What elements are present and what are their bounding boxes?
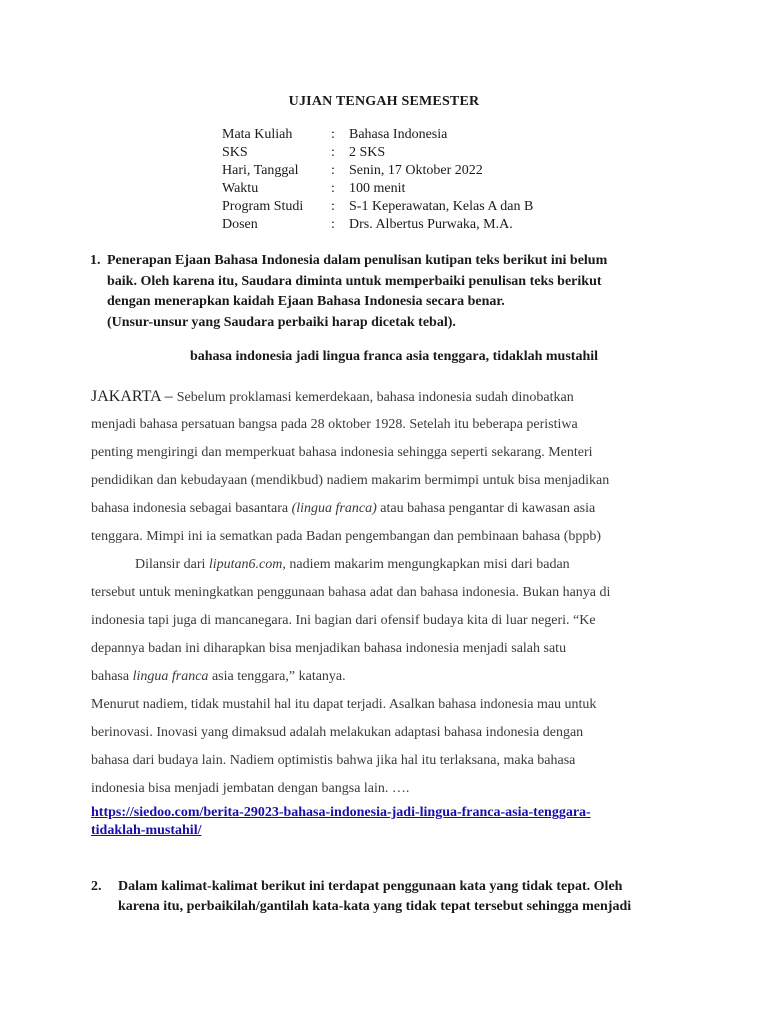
- info-colon: :: [331, 127, 335, 142]
- info-label: SKS: [222, 145, 248, 161]
- article-line: tersebut untuk meningkatkan penggunaan bahasa adat dan bahasa indonesia. Bukan hanya di: [91, 585, 611, 600]
- info-colon: :: [331, 181, 335, 197]
- info-label: Program Studi: [222, 199, 304, 215]
- article-line: berinovasi. Inovasi yang dimaksud adalah melakukan adaptasi bahasa indonesia dengan: [91, 725, 584, 740]
- article-line: menjadi bahasa persatuan bangsa pada 28 oktober 1928. Setelah itu beberapa peristiwa: [91, 417, 578, 432]
- info-colon: :: [331, 217, 335, 233]
- article-line: indonesia tapi juga di mancanegara. Ini bagian dari ofensif budaya kita di luar negeri. “Ke: [91, 613, 596, 628]
- article-line: [91, 663, 681, 691]
- article-line: penting mengiringi dan memperkuat bahasa indonesia sehingga seperti sekarang. Menteri: [91, 445, 593, 460]
- question-line: baik. Oleh karena itu, Saudara diminta untuk memperbaiki penulisan teks berikut: [107, 273, 602, 289]
- italic-term: (lingua franca): [291, 501, 377, 516]
- dateline: JAKARTA: [91, 388, 161, 405]
- info-value: 100 menit: [349, 181, 406, 197]
- source-link[interactable]: [91, 804, 671, 840]
- info-label: Mata Kuliah: [222, 127, 293, 142]
- article-line: indonesia bisa menjadi jembatan dengan bangsa lain. ….: [91, 781, 410, 796]
- article-line: Menurut nadiem, tidak mustahil hal itu dapat terjadi. Asalkan bahasa indonesia mau untuk: [91, 697, 597, 712]
- info-label: Dosen: [222, 217, 258, 233]
- article-text: asia tenggara,” katanya.: [208, 669, 346, 684]
- question-number: 2.: [91, 879, 102, 894]
- dateline-dash: –: [160, 388, 177, 405]
- question-line: karena itu, perbaikilah/gantilah kata-kata yang tidak tepat tersebut sehingga menjadi: [118, 899, 632, 914]
- article-line: [91, 383, 681, 411]
- info-colon: :: [331, 163, 335, 179]
- article-line: bahasa dari budaya lain. Nadiem optimistis bahwa jika hal itu terlaksana, maka bahasa: [91, 753, 576, 768]
- source-link-line[interactable]: https://siedoo.com/berita-29023-bahasa-indonesia-jadi-lingua-franca-asia-tenggara-: [91, 805, 591, 820]
- question-line: dengan menerapkan kaidah Ejaan Bahasa Indonesia secara benar.: [107, 294, 505, 309]
- article-body: [91, 383, 681, 803]
- question-line: Penerapan Ejaan Bahasa Indonesia dalam penulisan kutipan teks berikut ini belum: [107, 253, 608, 268]
- info-label: Waktu: [222, 181, 259, 197]
- article-text: Dilansir dari: [135, 557, 209, 572]
- question-number: 1.: [90, 253, 101, 268]
- info-value: S-1 Keperawatan, Kelas A dan B: [349, 199, 534, 215]
- info-value: Drs. Albertus Purwaka, M.A.: [349, 217, 513, 233]
- info-colon: :: [331, 145, 335, 161]
- italic-term: lingua franca: [132, 669, 209, 684]
- article-line: depannya badan ini diharapkan bisa menjadikan bahasa indonesia menjadi salah satu: [91, 641, 567, 656]
- article-text: nadiem makarim mengungkapkan misi dari badan: [285, 557, 570, 572]
- article-title: bahasa indonesia jadi lingua franca asia tenggara, tidaklah mustahil: [189, 349, 599, 364]
- source-link-line[interactable]: tidaklah-mustahil/: [91, 823, 202, 838]
- article-text: Sebelum proklamasi kemerdekaan, bahasa indonesia sudah dinobatkan: [176, 390, 574, 405]
- article-line: [91, 495, 681, 523]
- article-line: tenggara. Mimpi ini ia sematkan pada Badan pengembangan dan pembinaan bahasa (bppb): [91, 529, 602, 544]
- question-text: [107, 251, 667, 333]
- article-text: atau bahasa pengantar di kawasan asia: [376, 501, 596, 516]
- article-text: bahasa: [91, 669, 133, 684]
- question-text: [118, 877, 678, 917]
- info-label: Hari, Tanggal: [222, 163, 299, 179]
- article-line: pendidikan dan kebudayaan (mendikbud) nadiem makarim bermimpi untuk bisa menjadikan: [91, 473, 610, 488]
- info-value: 2 SKS: [349, 145, 386, 161]
- article-line: [91, 551, 681, 579]
- question-line: (Unsur-unsur yang Saudara perbaiki harap dicetak tebal).: [107, 314, 456, 330]
- exam-title: UJIAN TENGAH SEMESTER: [288, 94, 480, 109]
- info-value: Senin, 17 Oktober 2022: [349, 163, 483, 179]
- info-colon: :: [331, 199, 335, 215]
- question-line: Dalam kalimat-kalimat berikut ini terdapat penggunaan kata yang tidak tepat. Oleh: [118, 879, 623, 894]
- italic-source: liputan6.com,: [208, 557, 286, 572]
- info-value: Bahasa Indonesia: [349, 127, 448, 142]
- article-text: bahasa indonesia sebagai basantara: [91, 501, 292, 516]
